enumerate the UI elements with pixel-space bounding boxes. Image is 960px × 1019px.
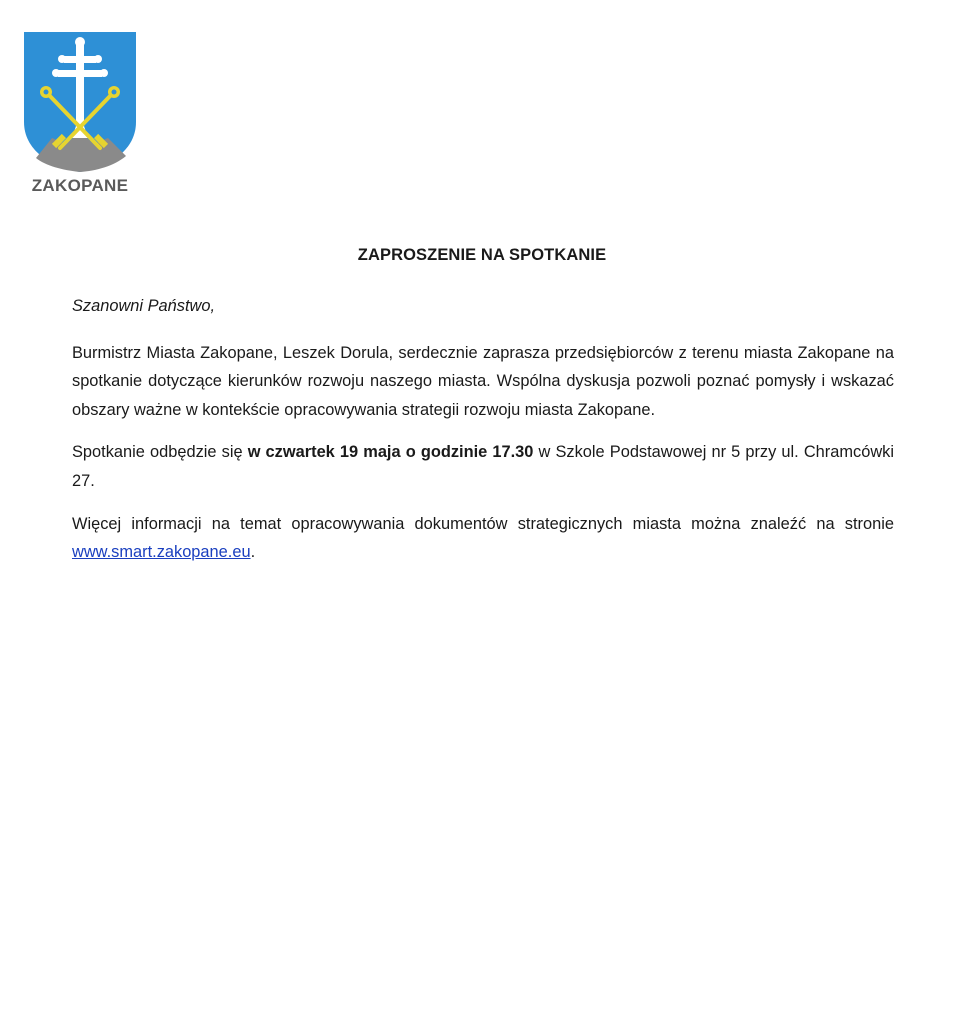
meeting-date-time: w czwartek 19 maja o godzinie 17.30 xyxy=(247,443,534,462)
meeting-location-text: w Szkole Podstawowej nr 5 przy ul. Chramcówki 27. xyxy=(72,443,895,490)
salutation: Szanowni Państwo, xyxy=(72,297,216,315)
more-info-text: Więcej informacji na temat opracowywania dokumentów strategicznych miasta można znaleźć na stronie xyxy=(72,514,894,533)
logo-city-name: ZAKOPANE xyxy=(31,176,129,195)
paragraph-more-info xyxy=(72,510,894,567)
document-body xyxy=(72,292,894,581)
city-coat-of-arms-logo xyxy=(22,30,138,200)
website-link[interactable]: www.smart.zakopane.eu xyxy=(72,543,251,562)
paragraph-invitation: Burmistrz Miasta Zakopane, Leszek Dorula, serdecznie zaprasza przedsiębiorców z terenu miasta Zakopane na spotkanie dotyczące kierunków rozwoju naszego miasta. Wspólna dyskusja pozwoli poznać pomysły i wskazać obszary ważne w kontekście opracowywania strategii rozwoju miasta Zakopane. xyxy=(72,343,894,419)
meeting-intro-text: Spotkanie odbędzie się xyxy=(72,443,248,462)
paragraph-meeting-details xyxy=(72,438,894,495)
document-title: ZAPROSZENIE NA SPOTKANIE xyxy=(357,246,607,264)
coat-of-arms-emblem xyxy=(22,30,138,176)
more-info-end: . xyxy=(250,543,256,562)
